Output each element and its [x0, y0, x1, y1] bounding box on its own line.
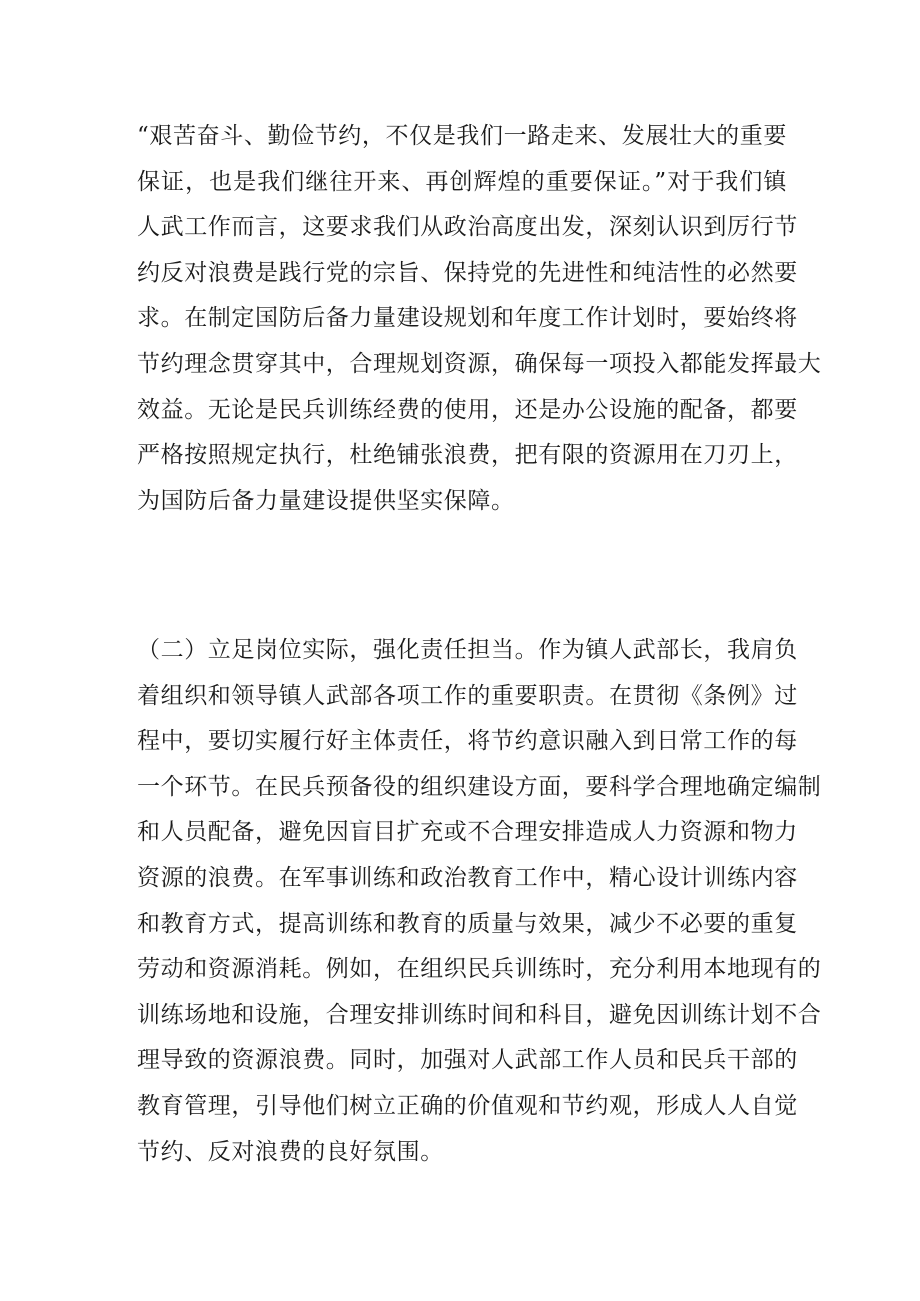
text-line: 着组织和领导镇人武部各项工作的重要职责。在贯彻《条例》过: [137, 682, 798, 709]
text-line: 程中，要切实履行好主体责任，将节约意识融入到日常工作的每: [137, 728, 798, 755]
text-line: 资源的浪费。在军事训练和政治教育工作中，精心设计训练内容: [137, 864, 798, 891]
paragraph-frugality-principle: [137, 114, 822, 524]
text-line: （二）立足岗位实际，强化责任担当。作为镇人武部长，我肩负: [137, 637, 798, 663]
text-line: 训练场地和设施，合理安排训练时间和科目，避免因训练计划不合: [137, 1001, 822, 1028]
text-line: 约反对浪费是践行党的宗旨、保持党的先进性和纯洁性的必然要: [137, 259, 798, 286]
text-line: 严格按照规定执行，杜绝铺张浪费，把有限的资源用在刀刃上，: [137, 442, 798, 469]
text-line: 一个环节。在民兵预备役的组织建设方面，要科学合理地确定编制: [137, 773, 822, 800]
paragraph-section-2-responsibility: [137, 628, 822, 1175]
text-line: 教育管理，引导他们树立正确的价值观和节约观，形成人人自觉: [137, 1092, 798, 1119]
text-line: 劳动和资源消耗。例如，在组织民兵训练时，充分利用本地现有的: [137, 956, 822, 983]
text-line: 人武工作而言，这要求我们从政治高度出发，深刻认识到厉行节: [137, 214, 798, 241]
text-line: 保证，也是我们继往开来、再创辉煌的重要保证。”对于我们镇: [137, 168, 787, 195]
text-line: 求。在制定国防后备力量建设规划和年度工作计划时，要始终将: [137, 305, 798, 332]
text-line: 和人员配备，避免因盲目扩充或不合理安排造成人力资源和物力: [137, 819, 798, 846]
text-line: 节约理念贯穿其中，合理规划资源，确保每一项投入都能发挥最大: [137, 350, 822, 377]
text-line: 为国防后备力量建设提供坚实保障。: [137, 487, 515, 514]
text-line: “艰苦奋斗、勤俭节约，不仅是我们一路走来、发展壮大的重要: [137, 123, 787, 149]
text-line: 和教育方式，提高训练和教育的质量与效果，减少不必要的重复: [137, 910, 798, 937]
text-line: 理导致的资源浪费。同时，加强对人武部工作人员和民兵干部的: [137, 1047, 798, 1074]
text-line: 节约、反对浪费的良好氛围。: [137, 1138, 444, 1165]
text-line: 效益。无论是民兵训练经费的使用，还是办公设施的配备，都要: [137, 396, 798, 423]
